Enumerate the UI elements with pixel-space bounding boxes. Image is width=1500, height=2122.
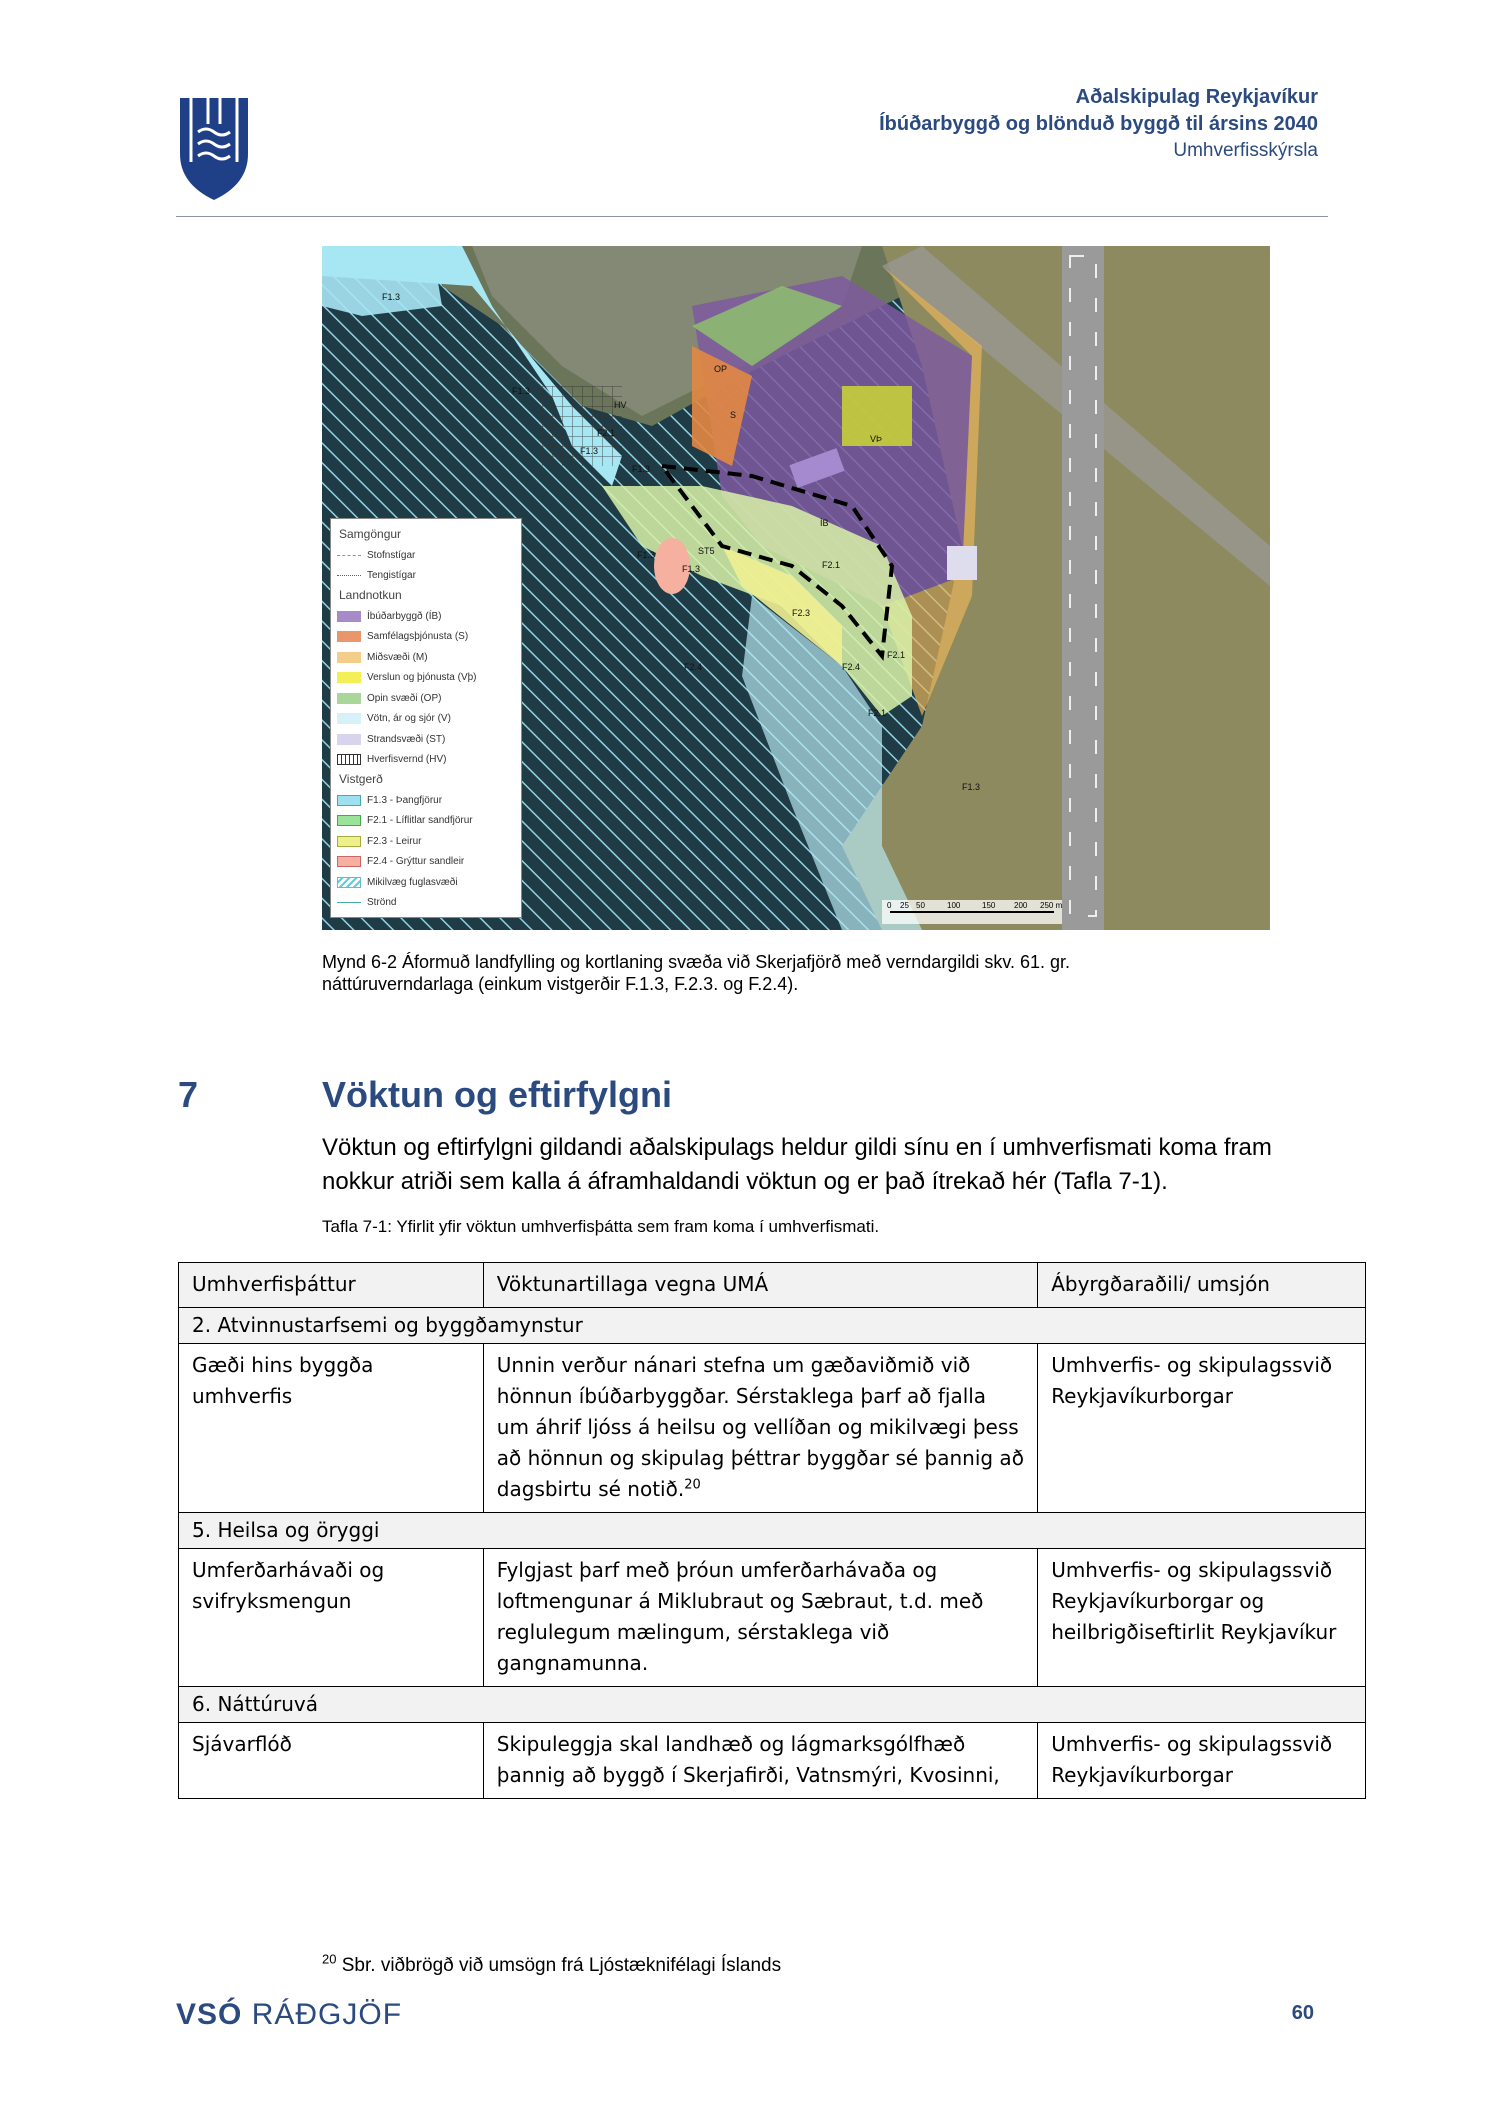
legend-item: Samfélagsþjónusta (S) <box>337 627 515 648</box>
table-cell: Unnin verður nánari stefna um gæðaviðmið við hönnun íbúðarbyggðar. Sérstaklega þarf að fjalla um áhrif ljóss á heilsu og vellíðan og mikilvægi þess að hönnun og skipulag þéttrar byggðar sé þannig að dagsbirtu sé notið.$^{20}$ <box>483 1344 1037 1513</box>
column-header: Vöktunartillaga vegna UMÁ <box>483 1263 1037 1308</box>
legend-title-habitat: Vistgerð <box>339 772 383 786</box>
table-cell: Gæði hins byggða umhverfis <box>179 1344 484 1513</box>
table-cell: Umhverfis- og skipulagssvið Reykjavíkurborgar <box>1038 1344 1366 1513</box>
header-doc-type: Umhverfisskýrsla <box>1173 140 1318 161</box>
table-header-row <box>179 1263 1366 1308</box>
svg-text:100: 100 <box>947 901 961 910</box>
svg-text:F1.3: F1.3 <box>512 386 531 396</box>
svg-text:OP: OP <box>714 364 728 374</box>
legend-item: Tengistígar <box>337 566 515 587</box>
svg-text:VÞ: VÞ <box>870 434 883 444</box>
svg-text:150: 150 <box>982 901 996 910</box>
header-doc-subtitle: Íbúðarbyggð og blönduð byggð til ársins 2040 <box>879 113 1318 135</box>
table-group-row: 2. Atvinnustarfsemi og byggðamynstur <box>179 1308 1366 1344</box>
legend-title-landuse: Landnotkun <box>339 588 402 602</box>
legend-item: F1.3 - Þangfjörur <box>337 790 515 811</box>
table-cell: Skipuleggja skal landhæð og lágmarksgólfhæð þannig að byggð í Skerjafirði, Vatnsmýri, Kvosinni, <box>483 1723 1037 1799</box>
legend-item: Stofnstígar <box>337 545 515 566</box>
svg-text:F2.1: F2.1 <box>822 560 841 570</box>
legend-item: F2.1 - Líflitlar sandfjörur <box>337 811 515 832</box>
svg-text:S: S <box>730 410 737 420</box>
header-doc-title: Aðalskipulag Reykjavíkur <box>1075 86 1318 108</box>
section-number: 7 <box>178 1074 199 1115</box>
legend-item: Verslun og þjónusta (Vþ) <box>337 668 515 689</box>
legend-item: Mikilvæg fuglasvæði <box>337 872 515 893</box>
table-cell: Fylgjast þarf með þróun umferðarhávaða og loftmengunar á Miklubraut og Sæbraut, t.d. með reglulegum mælingum, sérstaklega við gangnamunna. <box>483 1549 1037 1687</box>
legend-item: Miðsvæði (M) <box>337 647 515 668</box>
legend-title-transport: Samgöngur <box>339 527 402 541</box>
legend-item: F2.3 - Leirur <box>337 831 515 852</box>
svg-text:0: 0 <box>887 901 892 910</box>
table-group-row: 5. Heilsa og öryggi <box>179 1513 1366 1549</box>
svg-text:F1.3: F1.3 <box>382 292 401 302</box>
vso-radgjof-logo: VSÓ RÁÐGJÖF <box>176 1998 403 2031</box>
svg-text:F1.3: F1.3 <box>637 550 656 560</box>
table-row <box>179 1344 1366 1513</box>
legend-item: F2.4 - Grýttur sandleir <box>337 852 515 873</box>
svg-text:200: 200 <box>1014 901 1028 910</box>
legend-item: Strandsvæði (ST) <box>337 729 515 750</box>
section-title: Vöktun og eftirfylgni <box>322 1074 672 1115</box>
svg-text:ÍB: ÍB <box>820 518 829 528</box>
svg-text:HV: HV <box>614 400 627 410</box>
legend-item: Vötn, ár og sjór (V) <box>337 709 515 730</box>
table-cell: Umhverfis- og skipulagssvið Reykjavíkurborgar og heilbrigðiseftirlit Reykjavíkur <box>1038 1549 1366 1687</box>
map-legend <box>330 518 522 918</box>
table-caption: Tafla 7-1: Yfirlit yfir vöktun umhverfisþátta sem fram koma í umhverfismati. <box>322 1217 880 1236</box>
svg-text:F2.1: F2.1 <box>887 650 906 660</box>
svg-text:F1.3: F1.3 <box>682 564 701 574</box>
table-cell: Sjávarflóð <box>179 1723 484 1799</box>
figure-caption: Mynd 6-2 Áformuð landfylling og kortlaning svæða við Skerjafjörð með verndargildi skv. 61. gr. náttúruverndarlaga (einkum vistgerðir F.1.3, F.2.3. og F.2.4). <box>322 952 1071 994</box>
table-row <box>179 1723 1366 1799</box>
legend-item: Hverfisvernd (HV) <box>337 750 515 771</box>
monitoring-table <box>178 1262 1366 1799</box>
table-group-row: 6. Náttúruvá <box>179 1687 1366 1723</box>
svg-text:F1.3: F1.3 <box>580 446 599 456</box>
legend-item: Opin svæði (OP) <box>337 688 515 709</box>
svg-text:F2.4: F2.4 <box>684 662 703 672</box>
svg-text:250 m: 250 m <box>1040 901 1063 910</box>
section-intro-paragraph: Vöktun og eftirfylgni gildandi aðalskipulags heldur gildi sínu en í umhverfismati koma fram nokkur atriði sem kalla á áframhaldandi vöktun og er það ítrekað hér (Tafla 7-1). <box>322 1134 1272 1195</box>
column-header: Umhverfisþáttur <box>179 1263 484 1308</box>
svg-text:F2.1: F2.1 <box>868 708 887 718</box>
svg-text:50: 50 <box>916 901 925 910</box>
table-cell: Umferðarhávaði og svifryksmengun <box>179 1549 484 1687</box>
footnote: $^{20}$ Sbr. viðbrögð við umsögn frá Ljóstæknifélagi Íslands <box>322 1951 782 1976</box>
svg-text:F2.4: F2.4 <box>842 662 861 672</box>
svg-text:ST5: ST5 <box>698 546 715 556</box>
column-header: Ábyrgðaraðili/ umsjón <box>1038 1263 1366 1308</box>
svg-text:F1.3: F1.3 <box>632 464 651 474</box>
header-divider <box>176 216 1328 217</box>
table-cell: Umhverfis- og skipulagssvið Reykjavíkurborgar <box>1038 1723 1366 1799</box>
svg-text:F2.1: F2.1 <box>597 428 616 438</box>
legend-item: Íbúðarbyggð (ÍB) <box>337 606 515 627</box>
svg-text:F2.3: F2.3 <box>792 608 811 618</box>
svg-text:25: 25 <box>900 901 909 910</box>
svg-text:F1.3: F1.3 <box>962 782 981 792</box>
footnote-ref: 20 <box>684 1477 701 1493</box>
page-number: 60 <box>1291 2002 1314 2024</box>
legend-item: Strönd <box>337 893 515 914</box>
table-row <box>179 1549 1366 1687</box>
reykjavik-crest-logo <box>178 92 250 202</box>
